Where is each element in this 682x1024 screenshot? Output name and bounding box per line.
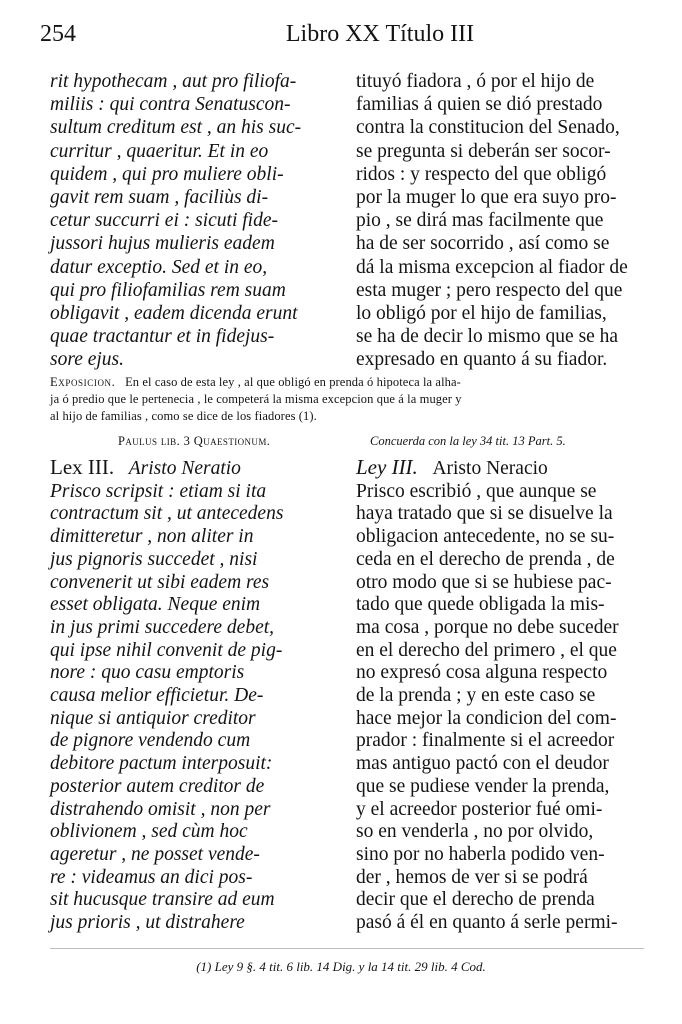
exposicion-note bbox=[50, 374, 644, 425]
spanish-text-line: y el acreedor posterior fué omi- bbox=[356, 798, 603, 820]
latin-text-line: miliis : qui contra Senatuscon- bbox=[50, 94, 291, 116]
latin-text-line: jus pignoris succedet , nisi bbox=[50, 548, 258, 570]
latin-text-line: datur exceptio. Sed et in eo, bbox=[50, 256, 268, 278]
spanish-text-line: familias á quien se dió prestado bbox=[356, 94, 603, 116]
latin-text-line: obligavit , eadem dicenda erunt bbox=[50, 303, 298, 325]
latin-text-line: in jus primi succedere debet, bbox=[50, 616, 275, 638]
law-heading-spanish: Ley III. bbox=[356, 455, 418, 479]
footnote: (1) Ley 9 §. 4 tit. 6 lib. 14 Dig. y la 14 tit. 29 lib. 4 Cod. bbox=[196, 959, 486, 974]
latin-text-line: sit hucusque transire ad eum bbox=[50, 889, 275, 911]
latin-text-line: debitore pactum interposuit: bbox=[50, 753, 273, 775]
spanish-column-law bbox=[356, 456, 652, 935]
spanish-text-line: haya tratado que si se disuelve la bbox=[356, 503, 613, 525]
spanish-text-line: Prisco escribió , que aunque se bbox=[356, 480, 597, 502]
spanish-text-line: sino por no haberla podido ven- bbox=[356, 843, 605, 865]
spanish-text-line: que se pudiese vender la prenda, bbox=[356, 775, 610, 797]
exposicion-line: En el caso de esta ley , al que obligó en prenda ó hipoteca la alha- bbox=[125, 375, 461, 389]
spanish-text-line: de la prenda ; y en este caso se bbox=[356, 685, 596, 707]
spanish-text-line: prador : finalmente si el acreedor bbox=[356, 730, 615, 752]
latin-text-line: esset obligata. Neque enim bbox=[50, 594, 261, 616]
source-latin: Paulus lib. 3 Quaestionum. bbox=[118, 434, 271, 448]
spanish-text-line: mas antiguo pactó con el deudor bbox=[356, 753, 609, 775]
spanish-text-line: pasó á él en quanto á serle permi- bbox=[356, 912, 618, 934]
spanish-text-line: tado que quede obligada la mis- bbox=[356, 594, 605, 616]
latin-text-line: qui pro filiofamilias rem suam bbox=[50, 279, 286, 301]
spanish-text-line: obligacion antecedente, no se su- bbox=[356, 526, 615, 548]
spanish-text-line: expresado en quanto á su fiador. bbox=[356, 349, 608, 371]
exposicion-line: ja ó predio que le pertenecia , le competerá la misma excepcion que á la muger y bbox=[50, 392, 462, 406]
latin-text-line: sultum creditum est , an his suc- bbox=[50, 117, 302, 139]
spanish-text-line: dá la misma excepcion al fiador de bbox=[356, 256, 628, 278]
spanish-text-line: ma cosa , porque no debe suceder bbox=[356, 616, 619, 638]
law-heading-latin: Lex III. bbox=[50, 455, 115, 479]
latin-text-line: gavit rem suam , faciliùs di- bbox=[50, 187, 269, 209]
latin-text-line: cetur succurri ei : sicuti fide- bbox=[50, 210, 278, 232]
latin-text-line: Prisco scripsit : etiam si ita bbox=[50, 480, 267, 502]
spanish-text-line: contra la constitucion del Senado, bbox=[356, 117, 620, 139]
exposicion-label: Exposicion. bbox=[50, 375, 116, 389]
spanish-text-line: pio , se dirá mas facilmente que bbox=[356, 210, 604, 232]
law-first-line-latin: Aristo Neratio bbox=[128, 458, 241, 479]
latin-text-line: dimitteretur , non aliter in bbox=[50, 526, 254, 548]
latin-text-line: jus prioris , ut distrahere bbox=[50, 912, 245, 934]
spanish-text-line: tituyó fiadora , ó por el hijo de bbox=[356, 71, 595, 92]
footnote-rule bbox=[50, 948, 644, 949]
source-spanish: Concuerda con la ley 34 tit. 13 Part. 5. bbox=[370, 434, 566, 448]
spanish-text-line: lo obligó por el hijo de familias, bbox=[356, 303, 607, 325]
spanish-text-line: der , hemos de ver si se podrá bbox=[356, 866, 588, 888]
latin-text-line: curritur , quaeritur. Et in eo bbox=[50, 140, 269, 162]
latin-text-line: quidem , qui pro muliere obli- bbox=[50, 163, 284, 185]
spanish-text-line: hace mejor la condicion del com- bbox=[356, 707, 617, 729]
latin-text-line: causa melior efficietur. De- bbox=[50, 685, 264, 707]
spanish-text-line: so en venderla , no por olvido, bbox=[356, 821, 594, 843]
latin-text-line: ageretur , ne posset vende- bbox=[50, 843, 260, 865]
latin-text-line: quae tractantur et in fidejus- bbox=[50, 326, 275, 348]
latin-column-top bbox=[50, 70, 340, 372]
latin-text-line: posterior autem creditor de bbox=[50, 775, 265, 797]
spanish-text-line: ha de ser socorrido , así como se bbox=[356, 233, 610, 255]
latin-text-line: de pignore vendendo cum bbox=[50, 730, 251, 752]
spanish-text-line: ridos : y respecto del que obligó bbox=[356, 163, 607, 185]
latin-text-line: re : videamus an dici pos- bbox=[50, 866, 253, 888]
latin-text-line: rit hypothecam , aut pro filiofa- bbox=[50, 71, 297, 92]
spanish-text-line: otro modo que si se hubiese pac- bbox=[356, 571, 612, 593]
latin-text-line: sore ejus. bbox=[50, 349, 125, 371]
latin-text-line: convenerit ut sibi eadem res bbox=[50, 571, 270, 593]
spanish-text-line: no expresó cosa alguna respecto bbox=[356, 662, 608, 684]
latin-text-line: distrahendo omisit , non per bbox=[50, 798, 271, 820]
spanish-text-line: esta muger ; pero respecto del que bbox=[356, 279, 623, 301]
latin-text-line: qui ipse nihil convenit de pig- bbox=[50, 639, 283, 661]
spanish-text-line: en el derecho del primero , el que bbox=[356, 639, 617, 661]
spanish-column-top bbox=[356, 70, 652, 372]
latin-text-line: nore : quo casu emptoris bbox=[50, 662, 245, 684]
latin-text-line: contractum sit , ut antecedens bbox=[50, 503, 284, 525]
latin-text-line: jussori hujus mulieris eadem bbox=[50, 233, 275, 255]
spanish-text-line: se pregunta si deberán ser socor- bbox=[356, 140, 611, 162]
latin-column-law bbox=[50, 456, 340, 935]
latin-text-line: nique si antiquior creditor bbox=[50, 707, 256, 729]
latin-text-line: oblivionem , sed cùm hoc bbox=[50, 821, 248, 843]
running-head: Libro XX Título III bbox=[285, 21, 475, 47]
page-number: 254 bbox=[40, 21, 76, 47]
spanish-text-line: decir que el derecho de prenda bbox=[356, 889, 595, 911]
exposicion-line: al hijo de familias , como se dice de los fiadores (1). bbox=[50, 409, 317, 423]
spanish-text-line: se ha de decir lo mismo que se ha bbox=[356, 326, 619, 348]
law-first-line-spanish: Aristo Neracio bbox=[432, 458, 548, 479]
spanish-text-line: ceda en el derecho de prenda , de bbox=[356, 548, 615, 570]
spanish-text-line: por la muger lo que era suyo pro- bbox=[356, 187, 617, 209]
